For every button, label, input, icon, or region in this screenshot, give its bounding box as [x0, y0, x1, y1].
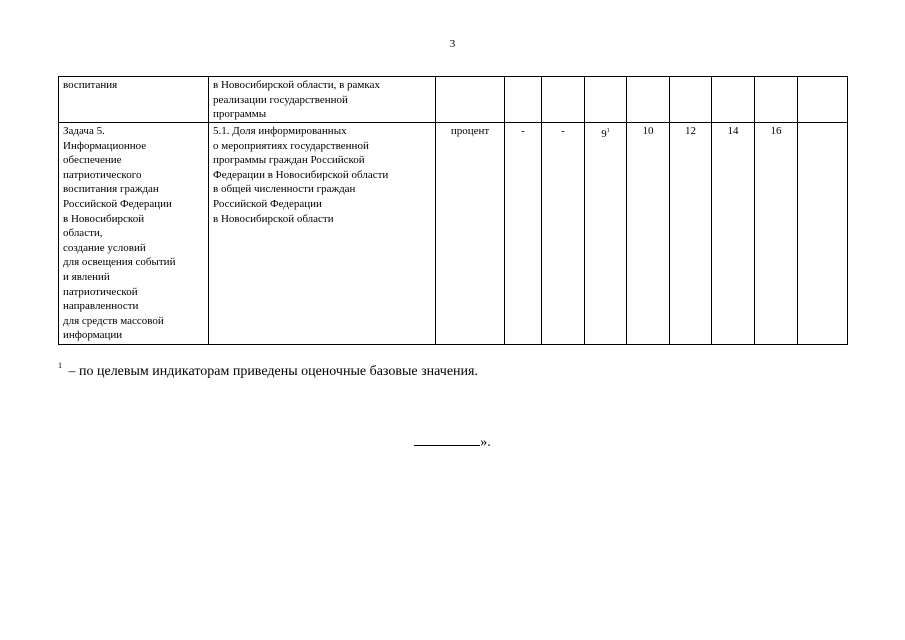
task-cell: Задача 5. Информационное обеспечение патриотического воспитания граждан Российской Федерации в Новосибирской области, создание условий для освещения событий и явлений патриотической направленности для средств массовой информации [59, 123, 209, 345]
value-cell: - [505, 123, 542, 345]
value-cell: 14 [712, 123, 755, 345]
closing-line [0, 433, 905, 451]
value-cell [755, 77, 798, 123]
closing-quote: ». [480, 435, 491, 450]
page-number: 3 [449, 38, 456, 50]
base-value-cell [585, 123, 627, 345]
table-row [59, 123, 848, 345]
indicators-table [58, 76, 848, 345]
base-value: 9 [601, 128, 607, 140]
footnote-marker: 1 [58, 361, 62, 370]
value-cell [585, 77, 627, 123]
value-cell [798, 123, 848, 345]
indicator-cell: в Новосибирской области, в рамках реализации государственной программы [209, 77, 436, 123]
footnote [58, 361, 478, 380]
value-cell: - [542, 123, 585, 345]
value-cell [670, 77, 712, 123]
footnote-text: – по целевым индикаторам приведены оценочные базовые значения. [65, 364, 478, 379]
unit-cell: процент [436, 123, 505, 345]
value-cell: 10 [627, 123, 670, 345]
value-cell: 16 [755, 123, 798, 345]
value-cell [542, 77, 585, 123]
task-cell: воспитания [59, 77, 209, 123]
indicator-cell: 5.1. Доля информированных о мероприятиях государственной программы граждан Российской Федерации в Новосибирской области в общей численности граждан Российской Федерации в Новосибирской области [209, 123, 436, 345]
value-cell [712, 77, 755, 123]
footnote-reference: 1 [606, 128, 610, 134]
unit-cell [436, 77, 505, 123]
signature-blank [414, 433, 480, 446]
value-cell [798, 77, 848, 123]
table-row [59, 77, 848, 123]
value-cell: 12 [670, 123, 712, 345]
value-cell [505, 77, 542, 123]
value-cell [627, 77, 670, 123]
